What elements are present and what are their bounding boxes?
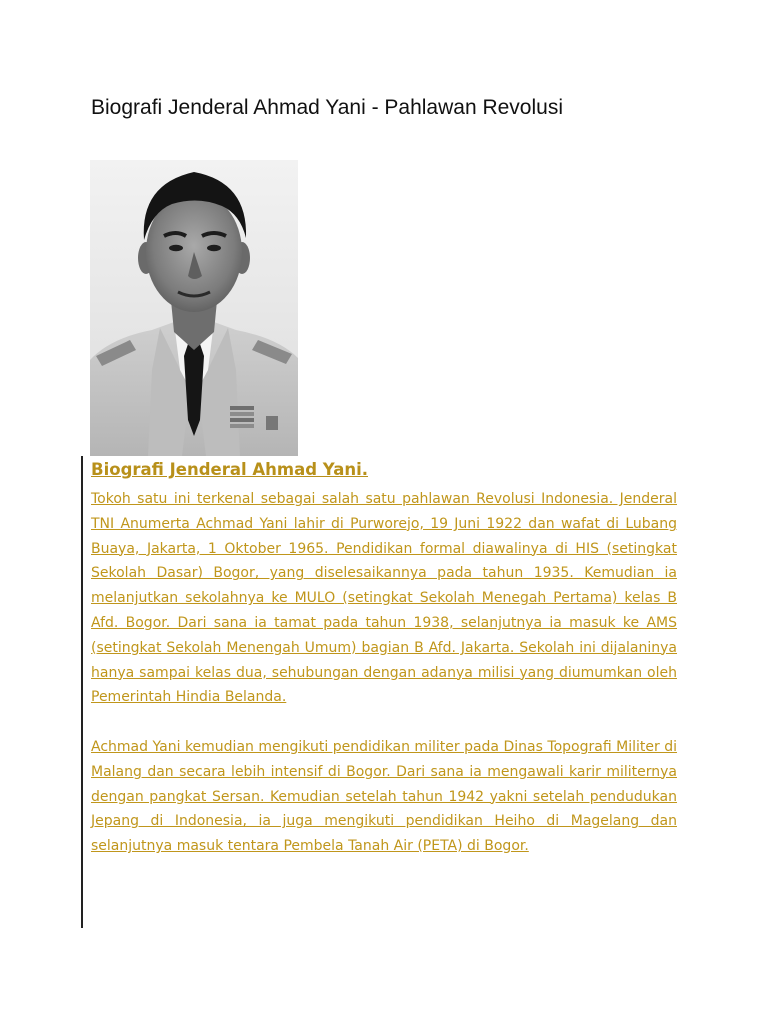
left-margin-rule bbox=[81, 456, 83, 928]
article-paragraph-1[interactable]: Tokoh satu ini terkenal sebagai salah satu pahlawan Revolusi Indonesia. Jenderal TNI Anumerta Achmad Yani lahir di Purworejo, 19 Juni 1922 dan wafat di Lubang Buaya, Jakarta, 1 Oktober 1965. Pendidikan formal diawalinya di HIS (setingkat Sekolah Dasar) Bogor, yang diselesaikannya pada tahun 1935. Kemudian ia melanjutkan sekolahnya ke MULO (setingkat Sekolah Menegah Pertama) kelas B Afd. Bogor. Dari sana ia tamat pada tahun 1938, selanjutnya ia masuk ke AMS (setingkat Sekolah Menengah Umum) bagian B Afd. Jakarta. Sekolah ini dijalaninya hanya sampai kelas dua, sehubungan dengan adanya milisi yang diumumkan oleh Pemerintah Hindia Belanda. bbox=[91, 491, 677, 706]
portrait-photo bbox=[90, 160, 298, 456]
article-heading[interactable]: Biografi Jenderal Ahmad Yani. bbox=[91, 460, 369, 479]
article-body bbox=[91, 457, 677, 859]
portrait-illustration bbox=[90, 160, 298, 456]
article-paragraph-2[interactable]: Achmad Yani kemudian mengikuti pendidikan militer pada Dinas Topografi Militer di Malang dan secara lebih intensif di Bogor. Dari sana ia mengawali karir militernya dengan pangkat Sersan. Kemudian setelah tahun 1942 yakni setelah pendudukan Jepang di Indonesia, ia juga mengikuti pendidikan Heiho di Magelang dan selanjutnya masuk tentara Pembela Tanah Air (PETA) di Bogor. bbox=[91, 738, 677, 855]
page-title: Biografi Jenderal Ahmad Yani - Pahlawan Revolusi bbox=[91, 96, 563, 119]
